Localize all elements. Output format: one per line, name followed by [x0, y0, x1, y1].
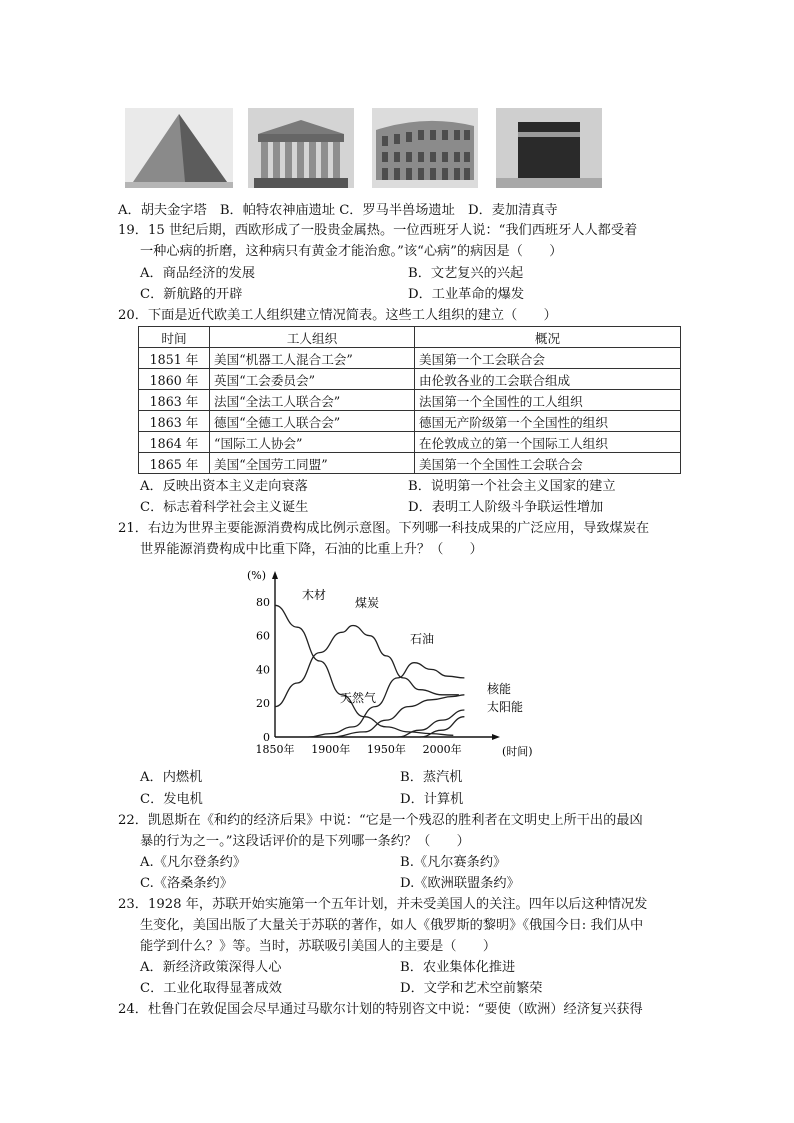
x-tick-label: 1950年 [366, 743, 406, 756]
q21-option-c[interactable]: C．发电机 [140, 792, 203, 807]
series-label: 石油 [410, 632, 435, 646]
q23-option-b[interactable]: B．农业集体化推进 [400, 960, 516, 975]
q20-option-a[interactable]: A．反映出资本主义走向衰落 [140, 479, 308, 494]
table-row [139, 432, 681, 453]
x-axis-arrow-icon [492, 734, 500, 740]
table-header-row [139, 327, 681, 348]
q23-option-d[interactable]: D．文学和艺术空前繁荣 [400, 981, 543, 996]
q23-stem-line1: 23．1928 年，苏联开始实施第一个五年计划，并未受美国人的关注。四年以后这种情况发 [118, 897, 648, 912]
table-cell: 德国无产阶级第一个全国性的组织 [415, 411, 681, 432]
table-cell: 由伦敦各业的工会联合组成 [415, 369, 681, 390]
colosseum-icon [372, 108, 478, 188]
q23-stem-line2: 生变化，美国出版了大量关于苏联的著作，如人《俄罗斯的黎明》《俄国今日: 我们从中 [140, 918, 644, 933]
table-cell: 德国“全德工人联合会” [210, 411, 415, 432]
workers-organization-table [138, 326, 681, 474]
q22-option-a[interactable]: A.《凡尔登条约》 [140, 855, 247, 870]
table-cell: 在伦敦成立的第一个国际工人组织 [415, 432, 681, 453]
y-axis-label: (%) [247, 569, 267, 582]
table-row [139, 411, 681, 432]
series-label: 煤炭 [355, 596, 380, 610]
table-row [139, 390, 681, 411]
q23-stem-line3: 能学到什么？》等。当时，苏联吸引美国人的主要是（ ） [140, 939, 497, 954]
q21-option-b[interactable]: B．蒸汽机 [400, 770, 463, 785]
q19-option-c[interactable]: C．新航路的开辟 [140, 287, 243, 302]
table-cell: 法国第一个全国性的工人组织 [415, 390, 681, 411]
table-cell: 英国“工会委员会” [210, 369, 415, 390]
table-cell: 1865 年 [139, 453, 210, 474]
table-cell: 1860 年 [139, 369, 210, 390]
q22-option-c[interactable]: C.《洛桑条约》 [140, 876, 233, 891]
q23-option-a[interactable]: A．新经济政策深得人心 [140, 960, 282, 975]
table-cell: 1863 年 [139, 390, 210, 411]
q19-option-a[interactable]: A．商品经济的发展 [140, 266, 256, 281]
series-line-石油 [308, 663, 464, 737]
series-label: 太阳能 [487, 700, 524, 714]
x-axis-label: (时间) [502, 745, 533, 758]
table-cell: 1863 年 [139, 411, 210, 432]
x-tick-label: 1850年 [255, 743, 295, 756]
table-header-cell: 工人组织 [210, 327, 415, 348]
q22-stem-line1: 22．凯恩斯在《和约的经济后果》中说：“它是一个残忍的胜利者在文明史上所干出的最凶 [118, 813, 643, 828]
temple-ruins-image [248, 108, 354, 188]
q18-options: A．胡夫金字塔 B．帕特农神庙遗址 C．罗马半兽场遗址 D．麦加清真寺 [118, 203, 558, 218]
q19-stem-line1: 19．15 世纪后期，西欧形成了一股贵金属热。一位西班牙人说：“我们西班牙人人都受着 [118, 223, 638, 238]
table-header-cell: 概况 [415, 327, 681, 348]
table-cell: 美国第一个工会联合会 [415, 348, 681, 369]
q22-option-b[interactable]: B.《凡尔赛条约》 [400, 855, 507, 870]
table-cell: 美国第一个全国性工会联合会 [415, 453, 681, 474]
q20-option-d[interactable]: D．表明工人阶级斗争联运性增加 [408, 500, 604, 515]
y-axis-arrow-icon [272, 571, 278, 579]
kaaba-image [496, 108, 602, 188]
q21-option-a[interactable]: A．内燃机 [140, 770, 203, 785]
q22-option-d[interactable]: D.《欧洲联盟条约》 [400, 876, 520, 891]
y-tick-label: 20 [256, 697, 270, 711]
pyramid-image [125, 108, 233, 188]
table-header-cell: 时间 [139, 327, 210, 348]
q21-option-d[interactable]: D．计算机 [400, 792, 464, 807]
q19-stem-line2: 一种心病的折磨，这种病只有黄金才能治愈。”该“心病”的病因是（ ） [140, 244, 563, 259]
q24-stem-line1: 24．杜鲁门在敦促国会尽早通过马歇尔计划的特别咨文中说：“要使（欧洲）经济复兴获得 [118, 1002, 643, 1017]
y-tick-label: 80 [256, 595, 270, 609]
q19-option-b[interactable]: B．文艺复兴的兴起 [408, 266, 524, 281]
table-cell: “国际工人协会” [210, 432, 415, 453]
series-label: 木材 [302, 588, 327, 602]
q20-option-b[interactable]: B．说明第一个社会主义国家的建立 [408, 479, 616, 494]
y-tick-label: 0 [263, 731, 270, 744]
q20-stem: 20．下面是近代欧美工人组织建立情况简表。这些工人组织的建立（ ） [118, 308, 557, 323]
pyramid-icon [125, 108, 233, 188]
q21-stem-line2: 世界能源消费构成中比重下降，石油的比重上升？（ ） [140, 542, 483, 557]
table-row [139, 369, 681, 390]
q22-stem-line2: 暴的行为之一。”这段话评价的是下列哪一条约？（ ） [140, 834, 470, 849]
table-cell: 美国“机器工人混合工会” [210, 348, 415, 369]
table-row [139, 453, 681, 474]
table-cell: 美国“全国劳工同盟” [210, 453, 415, 474]
table-cell: 法国“全法工人联合会” [210, 390, 415, 411]
table-cell: 1851 年 [139, 348, 210, 369]
y-tick-label: 60 [256, 629, 270, 643]
table-cell: 1864 年 [139, 432, 210, 453]
table-row [139, 348, 681, 369]
q21-stem-line1: 21．右边为世界主要能源消费构成比例示意图。下列哪一科技成果的广泛应用，导致煤炭在 [118, 521, 650, 536]
q19-option-d[interactable]: D．工业革命的爆发 [408, 287, 525, 302]
energy-consumption-chart [245, 565, 545, 760]
x-tick-label: 1900年 [311, 743, 351, 756]
q20-option-c[interactable]: C．标志着科学社会主义诞生 [140, 500, 309, 515]
series-label: 天然气 [340, 691, 377, 705]
colosseum-image [372, 108, 478, 188]
q23-option-c[interactable]: C．工业化取得显著成效 [140, 981, 282, 996]
temple-icon [248, 108, 354, 188]
series-label: 核能 [487, 682, 512, 696]
kaaba-icon [496, 108, 602, 188]
y-tick-label: 40 [256, 663, 270, 677]
x-tick-label: 2000年 [422, 743, 462, 756]
